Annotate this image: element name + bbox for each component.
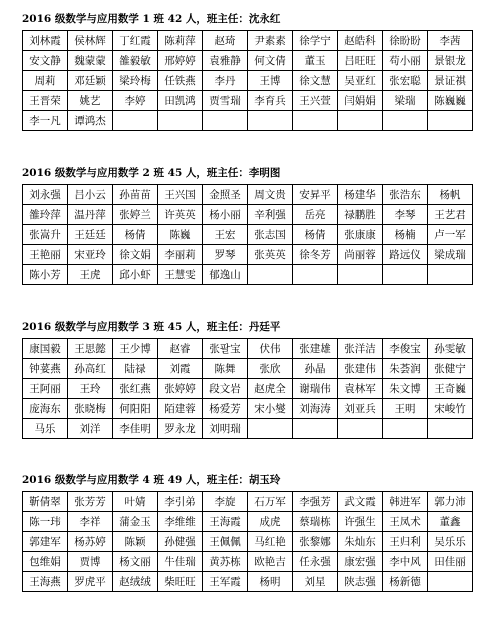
student-name-cell: 丁红霞 xyxy=(113,31,158,51)
student-name-cell: 任铁燕 xyxy=(158,71,203,91)
student-name-cell: 徐盼盼 xyxy=(383,31,428,51)
student-name-cell: 牛佳瑞 xyxy=(158,552,203,572)
class-4-section xyxy=(22,471,466,592)
student-name-cell: 王晋荣 xyxy=(23,91,68,111)
roster-row xyxy=(23,419,473,439)
student-name-cell: 梁瑞 xyxy=(383,91,428,111)
student-name-cell xyxy=(383,419,428,439)
student-name-cell: 安文静 xyxy=(23,51,68,71)
student-name-cell: 陕志强 xyxy=(338,572,383,592)
student-name-cell: 禄鹏胜 xyxy=(338,205,383,225)
student-name-cell: 张英英 xyxy=(248,245,293,265)
student-name-cell: 杨文丽 xyxy=(113,552,158,572)
roster-row xyxy=(23,205,473,225)
student-name-cell: 赵睿 xyxy=(158,339,203,359)
student-name-cell: 李一凡 xyxy=(23,111,68,131)
student-name-cell: 孙雯敏 xyxy=(428,339,473,359)
student-name-cell: 贾博 xyxy=(68,552,113,572)
roster-row xyxy=(23,379,473,399)
student-name-cell: 马红艳 xyxy=(248,532,293,552)
student-name-cell: 孙高红 xyxy=(68,359,113,379)
student-name-cell: 周文贵 xyxy=(248,185,293,205)
student-name-cell: 朱文博 xyxy=(383,379,428,399)
student-name-cell: 邱小虾 xyxy=(113,265,158,285)
class-2-title: 2016 级数学与应用数学 2 班 45 人，班主任：李明图 xyxy=(22,167,281,179)
student-name-cell: 金照圣 xyxy=(203,185,248,205)
student-name-cell: 徐文慧 xyxy=(293,71,338,91)
student-name-cell: 路远仪 xyxy=(383,245,428,265)
student-name-cell: 包维娟 xyxy=(23,552,68,572)
roster-row xyxy=(23,31,473,51)
student-name-cell: 武文霞 xyxy=(338,492,383,512)
student-name-cell: 许强生 xyxy=(338,512,383,532)
student-name-cell: 刘星 xyxy=(293,572,338,592)
roster-row xyxy=(23,512,473,532)
student-name-cell xyxy=(248,419,293,439)
class-1-roster-table xyxy=(22,30,473,131)
student-name-cell: 安昇平 xyxy=(293,185,338,205)
student-name-cell: 杨建华 xyxy=(338,185,383,205)
student-name-cell: 辛利强 xyxy=(248,205,293,225)
student-name-cell: 李中风 xyxy=(383,552,428,572)
student-name-cell: 庞海东 xyxy=(23,399,68,419)
student-name-cell: 尚丽蓉 xyxy=(338,245,383,265)
student-name-cell: 杨倩 xyxy=(293,225,338,245)
student-name-cell: 陌建蓉 xyxy=(158,399,203,419)
student-name-cell: 王佩佩 xyxy=(203,532,248,552)
student-name-cell: 王少博 xyxy=(113,339,158,359)
student-name-cell: 张健宁 xyxy=(428,359,473,379)
class-3-section xyxy=(22,318,466,439)
student-name-cell xyxy=(113,111,158,131)
student-name-cell: 任永强 xyxy=(293,552,338,572)
student-name-cell: 姚艺 xyxy=(68,91,113,111)
student-name-cell: 王廷廷 xyxy=(68,225,113,245)
roster-row xyxy=(23,91,473,111)
student-name-cell: 雒毅敏 xyxy=(113,51,158,71)
student-name-cell: 刘海涛 xyxy=(293,399,338,419)
student-name-cell xyxy=(293,265,338,285)
student-name-cell: 柴旺旺 xyxy=(158,572,203,592)
student-name-cell: 郭建军 xyxy=(23,532,68,552)
roster-row xyxy=(23,51,473,71)
student-name-cell: 康国毅 xyxy=(23,339,68,359)
student-name-cell: 赵绒绒 xyxy=(113,572,158,592)
student-name-cell: 王海燕 xyxy=(23,572,68,592)
student-name-cell: 陈小芳 xyxy=(23,265,68,285)
roster-row xyxy=(23,265,473,285)
student-name-cell: 王艺君 xyxy=(428,205,473,225)
student-name-cell: 王军霞 xyxy=(203,572,248,592)
student-name-cell: 王宏 xyxy=(203,225,248,245)
student-name-cell: 李琴 xyxy=(383,205,428,225)
student-name-cell: 赵琦 xyxy=(203,31,248,51)
student-name-cell: 张建伟 xyxy=(338,359,383,379)
student-name-cell: 石万军 xyxy=(248,492,293,512)
student-name-cell: 王凤术 xyxy=(383,512,428,532)
student-name-cell: 杨新德 xyxy=(383,572,428,592)
student-name-cell xyxy=(248,111,293,131)
student-name-cell: 伏伟 xyxy=(248,339,293,359)
roster-row xyxy=(23,245,473,265)
student-name-cell: 叶婧 xyxy=(113,492,158,512)
student-name-cell: 蔡瑞栋 xyxy=(293,512,338,532)
student-name-cell: 张洋洁 xyxy=(338,339,383,359)
student-name-cell: 李祥 xyxy=(68,512,113,532)
student-name-cell: 杨小丽 xyxy=(203,205,248,225)
student-name-cell: 王艳丽 xyxy=(23,245,68,265)
student-name-cell: 张팔宝 xyxy=(203,339,248,359)
student-name-cell: 李维维 xyxy=(158,512,203,532)
student-name-cell xyxy=(158,111,203,131)
roster-row xyxy=(23,552,473,572)
student-name-cell: 王玲 xyxy=(68,379,113,399)
student-name-cell: 张晓梅 xyxy=(68,399,113,419)
student-name-cell: 王归利 xyxy=(383,532,428,552)
student-name-cell xyxy=(338,111,383,131)
student-name-cell: 温丹萍 xyxy=(68,205,113,225)
student-name-cell: 李引弟 xyxy=(158,492,203,512)
student-name-cell xyxy=(428,111,473,131)
student-name-cell: 李茜 xyxy=(428,31,473,51)
student-name-cell: 张婷婷 xyxy=(158,379,203,399)
class-3-roster-table xyxy=(22,338,473,439)
student-name-cell: 陈莉萍 xyxy=(158,31,203,51)
roster-row xyxy=(23,111,473,131)
student-name-cell: 张婷兰 xyxy=(113,205,158,225)
student-name-cell: 李俊宝 xyxy=(383,339,428,359)
student-name-cell: 欧艳吉 xyxy=(248,552,293,572)
student-name-cell: 孙苗苗 xyxy=(113,185,158,205)
student-name-cell: 朱灿东 xyxy=(338,532,383,552)
student-name-cell: 卢一军 xyxy=(428,225,473,245)
student-name-cell: 岳亮 xyxy=(293,205,338,225)
student-name-cell: 贾雪瑞 xyxy=(203,91,248,111)
roster-row xyxy=(23,185,473,205)
student-name-cell: 周莉 xyxy=(23,71,68,91)
student-name-cell: 何阳阳 xyxy=(113,399,158,419)
student-name-cell: 田凯鸿 xyxy=(158,91,203,111)
student-name-cell: 张浩东 xyxy=(383,185,428,205)
student-name-cell: 张欣 xyxy=(248,359,293,379)
class-1-title: 2016 级数学与应用数学 1 班 42 人，班主任：沈永红 xyxy=(22,13,281,25)
student-name-cell xyxy=(428,572,473,592)
student-name-cell: 靳倩翠 xyxy=(23,492,68,512)
student-name-cell: 刘亚兵 xyxy=(338,399,383,419)
student-name-cell: 董玉 xyxy=(293,51,338,71)
student-name-cell: 康宏强 xyxy=(338,552,383,572)
student-name-cell xyxy=(338,265,383,285)
student-name-cell xyxy=(428,265,473,285)
student-name-cell: 王慧雯 xyxy=(158,265,203,285)
student-name-cell: 张康康 xyxy=(338,225,383,245)
student-name-cell: 韩进军 xyxy=(383,492,428,512)
student-name-cell: 张芳芳 xyxy=(68,492,113,512)
student-name-cell: 李丽莉 xyxy=(158,245,203,265)
roster-row xyxy=(23,492,473,512)
student-name-cell: 宋峻竹 xyxy=(428,399,473,419)
student-name-cell: 刘明瑞 xyxy=(203,419,248,439)
student-name-cell: 苟小丽 xyxy=(383,51,428,71)
student-name-cell: 徐文娟 xyxy=(113,245,158,265)
student-name-cell: 陈巍巍 xyxy=(428,91,473,111)
student-name-cell: 李婷 xyxy=(113,91,158,111)
class-3-title: 2016 级数学与应用数学 3 班 45 人，班主任：丹廷平 xyxy=(22,321,281,333)
student-name-cell: 马乐 xyxy=(23,419,68,439)
student-name-cell: 李旋 xyxy=(203,492,248,512)
student-name-cell: 朱荟润 xyxy=(383,359,428,379)
student-name-cell: 谢瑞伟 xyxy=(293,379,338,399)
student-name-cell: 黄苏栋 xyxy=(203,552,248,572)
student-name-cell: 雒玲萍 xyxy=(23,205,68,225)
student-name-cell: 李育兵 xyxy=(248,91,293,111)
student-name-cell: 杨楠 xyxy=(383,225,428,245)
student-name-cell xyxy=(428,419,473,439)
student-name-cell: 王思懿 xyxy=(68,339,113,359)
student-name-cell: 董鑫 xyxy=(428,512,473,532)
student-name-cell: 梁玲梅 xyxy=(113,71,158,91)
student-name-cell: 段文岩 xyxy=(203,379,248,399)
student-name-cell xyxy=(293,111,338,131)
student-name-cell: 杨爱芳 xyxy=(203,399,248,419)
student-name-cell: 王兴国 xyxy=(158,185,203,205)
student-name-cell: 徐冬芳 xyxy=(293,245,338,265)
student-name-cell: 王阿丽 xyxy=(23,379,68,399)
student-name-cell: 王兴萱 xyxy=(293,91,338,111)
student-name-cell: 张志国 xyxy=(248,225,293,245)
student-name-cell: 吕旺旺 xyxy=(338,51,383,71)
class-2-section xyxy=(22,164,466,285)
student-name-cell: 钟荽燕 xyxy=(23,359,68,379)
student-name-cell: 张黎娜 xyxy=(293,532,338,552)
class-2-roster-table xyxy=(22,184,473,285)
student-name-cell: 陆禄 xyxy=(113,359,158,379)
roster-row xyxy=(23,71,473,91)
student-name-cell: 罗虎平 xyxy=(68,572,113,592)
roster-row xyxy=(23,399,473,419)
student-name-cell: 邢婷婷 xyxy=(158,51,203,71)
roster-row xyxy=(23,225,473,245)
roster-row xyxy=(23,359,473,379)
student-name-cell: 王虎 xyxy=(68,265,113,285)
student-name-cell: 李丹 xyxy=(203,71,248,91)
student-name-cell: 梁成瑞 xyxy=(428,245,473,265)
student-name-cell: 张红燕 xyxy=(113,379,158,399)
class-1-section xyxy=(22,10,466,131)
student-name-cell: 郁逸山 xyxy=(203,265,248,285)
student-name-cell: 蒲金玉 xyxy=(113,512,158,532)
student-name-cell: 景银龙 xyxy=(428,51,473,71)
student-name-cell: 刘永强 xyxy=(23,185,68,205)
student-name-cell: 刘霞 xyxy=(158,359,203,379)
student-name-cell: 尹素素 xyxy=(248,31,293,51)
student-name-cell: 罗琴 xyxy=(203,245,248,265)
student-name-cell: 宋小燮 xyxy=(248,399,293,419)
student-name-cell: 王博 xyxy=(248,71,293,91)
student-name-cell: 陈舞 xyxy=(203,359,248,379)
student-name-cell: 徐学宁 xyxy=(293,31,338,51)
student-name-cell: 杨明 xyxy=(248,572,293,592)
student-name-cell: 赵皓科 xyxy=(338,31,383,51)
class-4-title: 2016 级数学与应用数学 4 班 49 人，班主任：胡玉玲 xyxy=(22,474,281,486)
student-name-cell: 吴乐乐 xyxy=(428,532,473,552)
roster-row xyxy=(23,532,473,552)
student-name-cell xyxy=(383,265,428,285)
student-name-cell: 孙健强 xyxy=(158,532,203,552)
student-name-cell: 王海霞 xyxy=(203,512,248,532)
student-name-cell: 许英英 xyxy=(158,205,203,225)
student-name-cell xyxy=(383,111,428,131)
student-name-cell: 罗永龙 xyxy=(158,419,203,439)
student-name-cell: 袁林军 xyxy=(338,379,383,399)
class-4-roster-table xyxy=(22,491,473,592)
student-name-cell: 张嵩升 xyxy=(23,225,68,245)
student-name-cell: 魏蒙蒙 xyxy=(68,51,113,71)
roster-row xyxy=(23,339,473,359)
student-name-cell: 陈巍 xyxy=(158,225,203,245)
student-name-cell: 杨倩 xyxy=(113,225,158,245)
student-name-cell: 赵虎全 xyxy=(248,379,293,399)
student-name-cell: 宋亚玲 xyxy=(68,245,113,265)
student-name-cell: 袁雅静 xyxy=(203,51,248,71)
student-name-cell: 景证祺 xyxy=(428,71,473,91)
student-name-cell: 李强芳 xyxy=(293,492,338,512)
student-name-cell: 陈颖 xyxy=(113,532,158,552)
student-name-cell: 谭鸿杰 xyxy=(68,111,113,131)
student-name-cell: 田佳丽 xyxy=(428,552,473,572)
student-name-cell: 王奇巍 xyxy=(428,379,473,399)
student-name-cell xyxy=(338,419,383,439)
student-name-cell xyxy=(248,265,293,285)
student-name-cell: 成虎 xyxy=(248,512,293,532)
student-name-cell: 邓廷颖 xyxy=(68,71,113,91)
student-name-cell: 吕小云 xyxy=(68,185,113,205)
student-name-cell: 吴亚红 xyxy=(338,71,383,91)
student-name-cell: 侯林辉 xyxy=(68,31,113,51)
student-name-cell: 张宏聪 xyxy=(383,71,428,91)
student-name-cell xyxy=(293,419,338,439)
student-name-cell: 刘林霞 xyxy=(23,31,68,51)
student-name-cell: 陈一玮 xyxy=(23,512,68,532)
student-name-cell: 何文倩 xyxy=(248,51,293,71)
roster-row xyxy=(23,572,473,592)
student-name-cell: 刘洋 xyxy=(68,419,113,439)
student-name-cell: 杨苏婷 xyxy=(68,532,113,552)
student-name-cell: 王明 xyxy=(383,399,428,419)
student-name-cell xyxy=(203,111,248,131)
student-name-cell: 张建雄 xyxy=(293,339,338,359)
student-name-cell: 孙晶 xyxy=(293,359,338,379)
student-name-cell: 郭力沛 xyxy=(428,492,473,512)
student-name-cell: 李佳明 xyxy=(113,419,158,439)
student-name-cell: 闫娟娟 xyxy=(338,91,383,111)
student-name-cell: 杨帆 xyxy=(428,185,473,205)
